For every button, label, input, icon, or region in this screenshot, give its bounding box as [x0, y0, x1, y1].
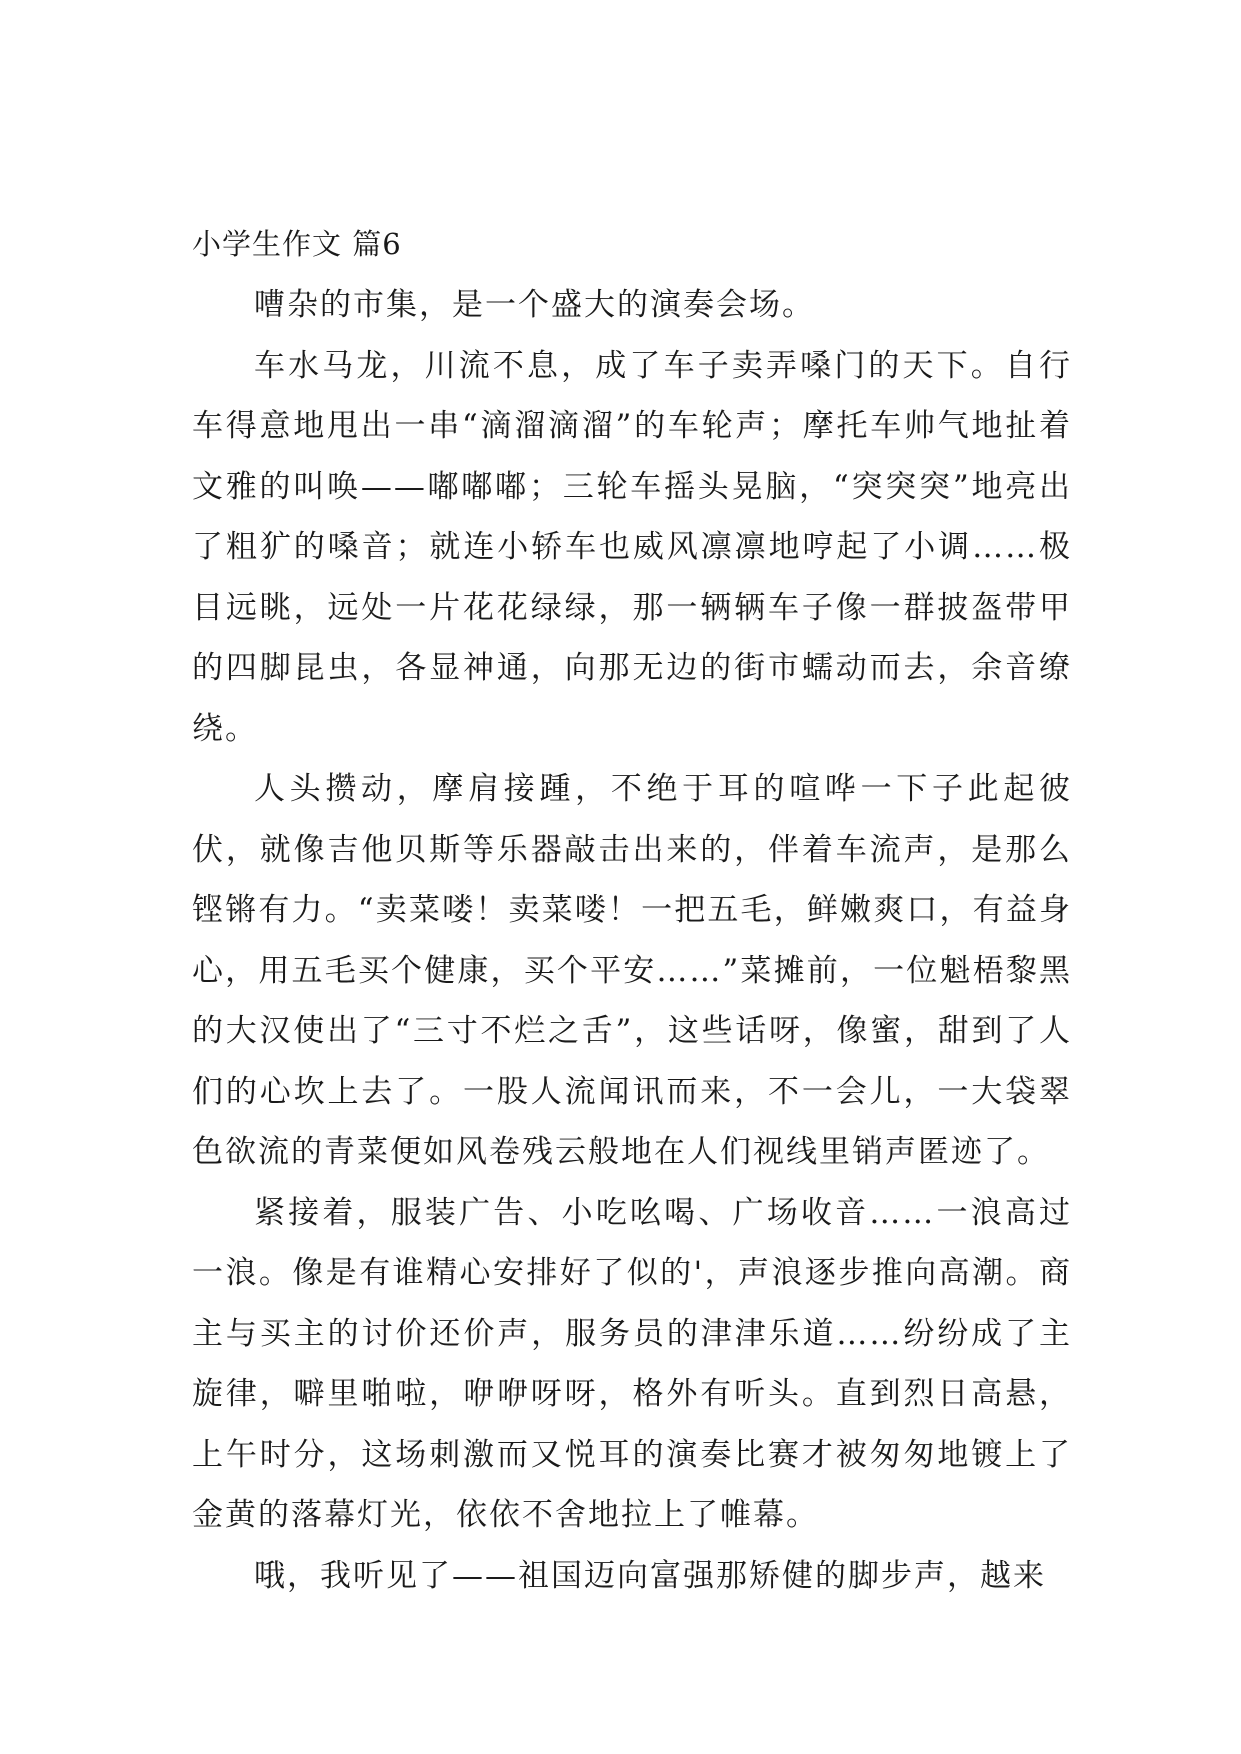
paragraph-2: 车水马龙，川流不息，成了车子卖弄嗓门的天下。自行车得意地甩出一串“滴溜滴溜”的车轮声；摩托车帅气地扯着文雅的叫唤——嘟嘟嘟；三轮车摇头晃脑，“突突突”地亮出了粗犷的嗓音；就连小轿车也威风凛凛地哼起了小调……极目远眺，远处一片花花绿绿，那一辆辆车子像一群披盔带甲的四脚昆虫，各显神通，向那无边的街市蠕动而去，余音缭绕。 [192, 347, 1072, 747]
paragraph-4: 紧接着，服装广告、小吃吆喝、广场收音……一浪高过一浪。像是有谁精心安排好了似的'，声浪逐步推向高潮。商主与买主的讨价还价声，服务员的津津乐道……纷纷成了主旋律，噼里啪啦，咿咿呀呀，格外有听头。直到烈日高悬，上午时分，这场刺激而又悦耳的演奏比赛才被匆匆地镀上了金黄的落幕灯光，依依不舍地拉上了帷幕。 [192, 1194, 1072, 1533]
paragraph-1: 嘈杂的市集，是一个盛大的演奏会场。 [254, 287, 815, 323]
paragraph-5: 哦，我听见了——祖国迈向富强那矫健的脚步声，越来 [254, 1557, 1046, 1594]
paragraph-3: 人头攒动，摩肩接踵，不绝于耳的喧哗一下子此起彼伏，就像吉他贝斯等乐器敲击出来的，伴着车流声，是那么铿锵有力。“卖菜喽！卖菜喽！一把五毛，鲜嫩爽口，有益身心，用五毛买个健康，买个平安……”菜摊前，一位魁梧黎黑的大汉使出了“三寸不烂之舌”，这些话呀，像蜜，甜到了人们的心坎上去了。一股人流闻讯而来，不一会儿，一大袋翠色欲流的青菜便如风卷残云般地在人们视线里销声匿迹了。 [192, 771, 1072, 1170]
document-page [192, 222, 1072, 1606]
document-title: 小学生作文 篇6 [192, 227, 402, 261]
